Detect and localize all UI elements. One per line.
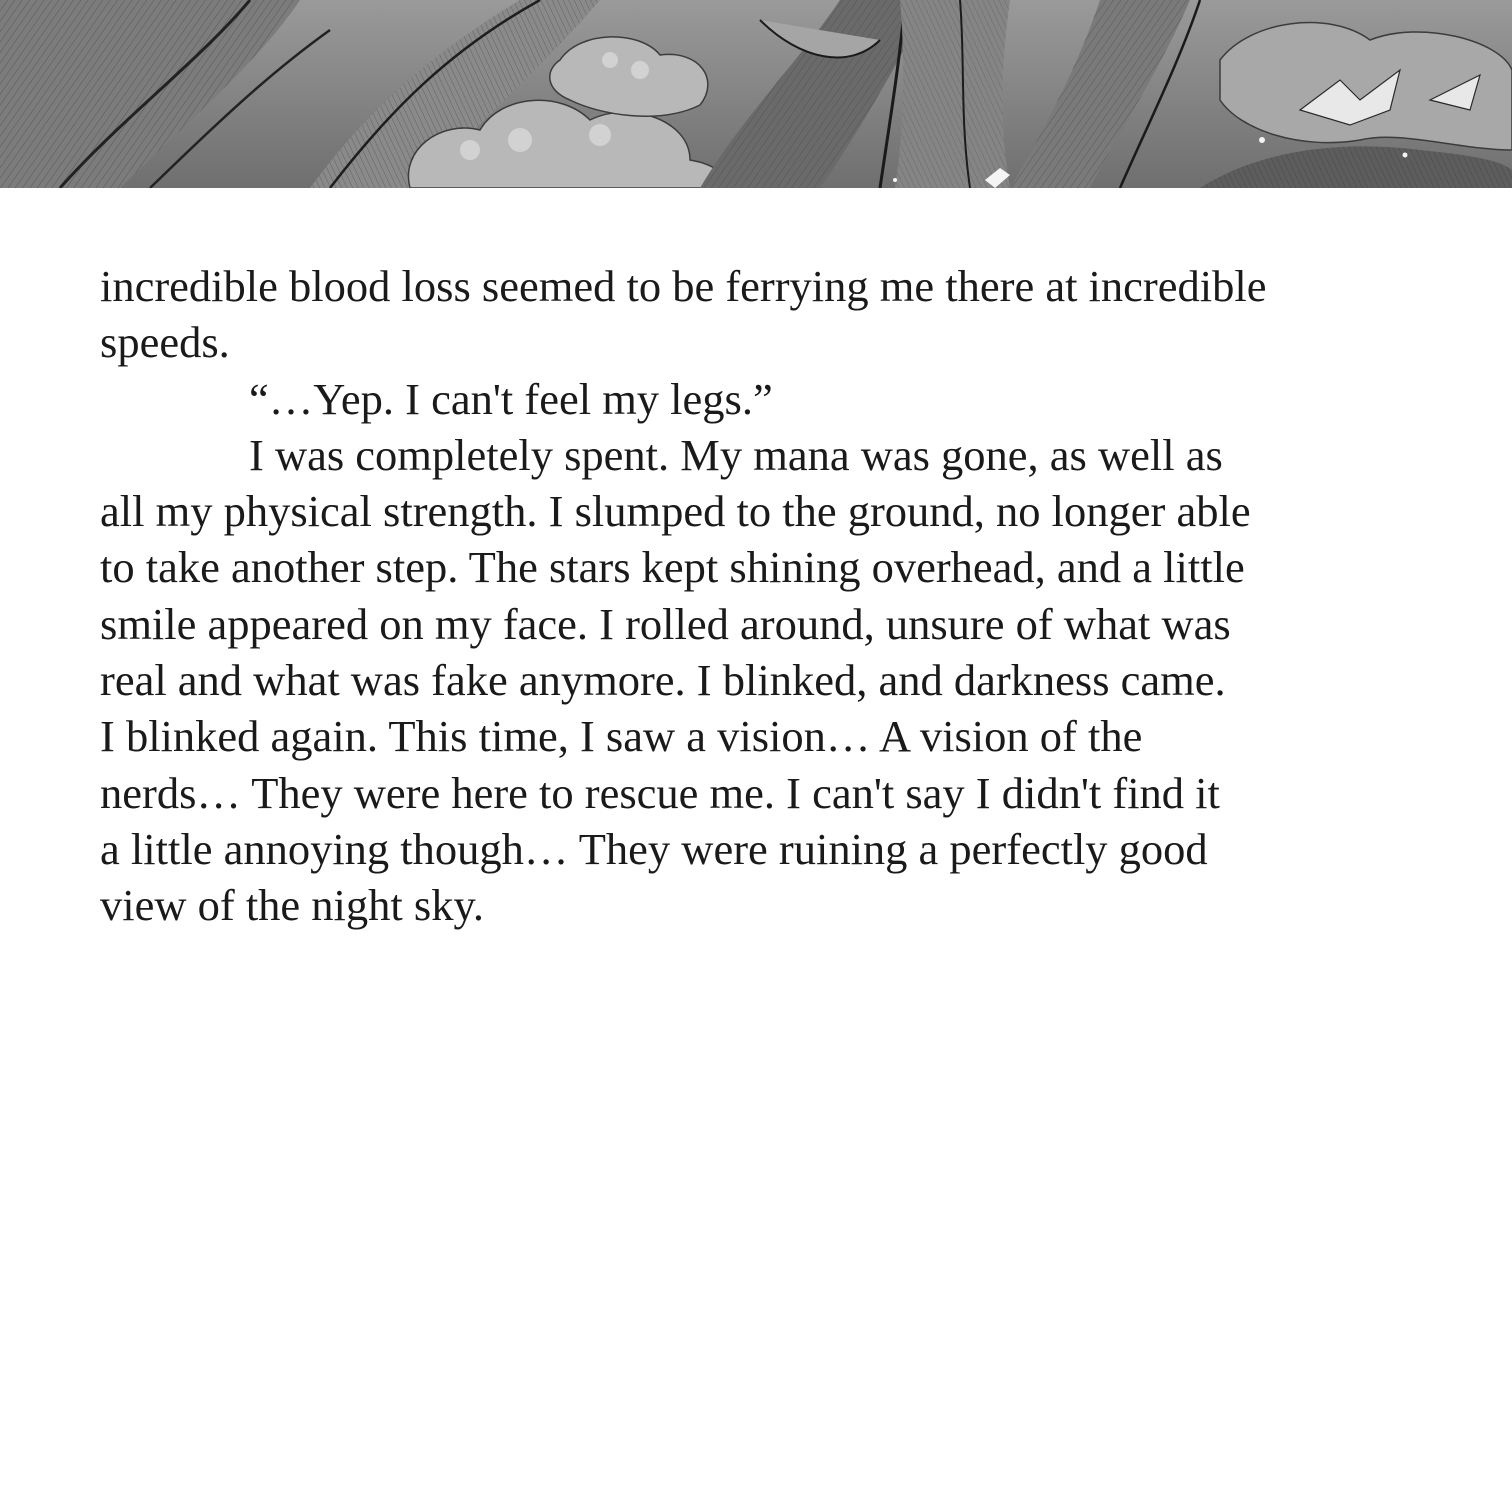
text-line: view of the night sky. bbox=[100, 880, 484, 931]
text-line: “…Yep. I can't feel my legs.” bbox=[249, 373, 773, 424]
text-line: I blinked again. This time, I saw a vision… A vision of the bbox=[100, 711, 1143, 762]
text-line: all my physical strength. I slumped to the ground, no longer able bbox=[100, 486, 1251, 537]
body-text bbox=[100, 258, 1400, 934]
text-line: real and what was fake anymore. I blinked, and darkness came. bbox=[100, 655, 1226, 706]
text-line: I was completely spent. My mana was gone, as well as bbox=[249, 429, 1223, 480]
header-illustration bbox=[0, 0, 1512, 188]
text-line: a little annoying though… They were ruining a perfectly good bbox=[100, 823, 1208, 874]
text-line: nerds… They were here to rescue me. I can't say I didn't find it bbox=[100, 767, 1220, 818]
forest-branches-illustration bbox=[0, 0, 1512, 188]
paragraph bbox=[100, 427, 1400, 934]
text-line: to take another step. The stars kept shining overhead, and a little bbox=[100, 542, 1245, 593]
text-line: speeds. bbox=[100, 317, 230, 368]
text-line: smile appeared on my face. I rolled around, unsure of what was bbox=[100, 598, 1231, 649]
text-line: incredible blood loss seemed to be ferrying me there at incredible bbox=[100, 261, 1267, 311]
dialogue-paragraph bbox=[100, 371, 1400, 427]
paragraph bbox=[100, 258, 1400, 371]
